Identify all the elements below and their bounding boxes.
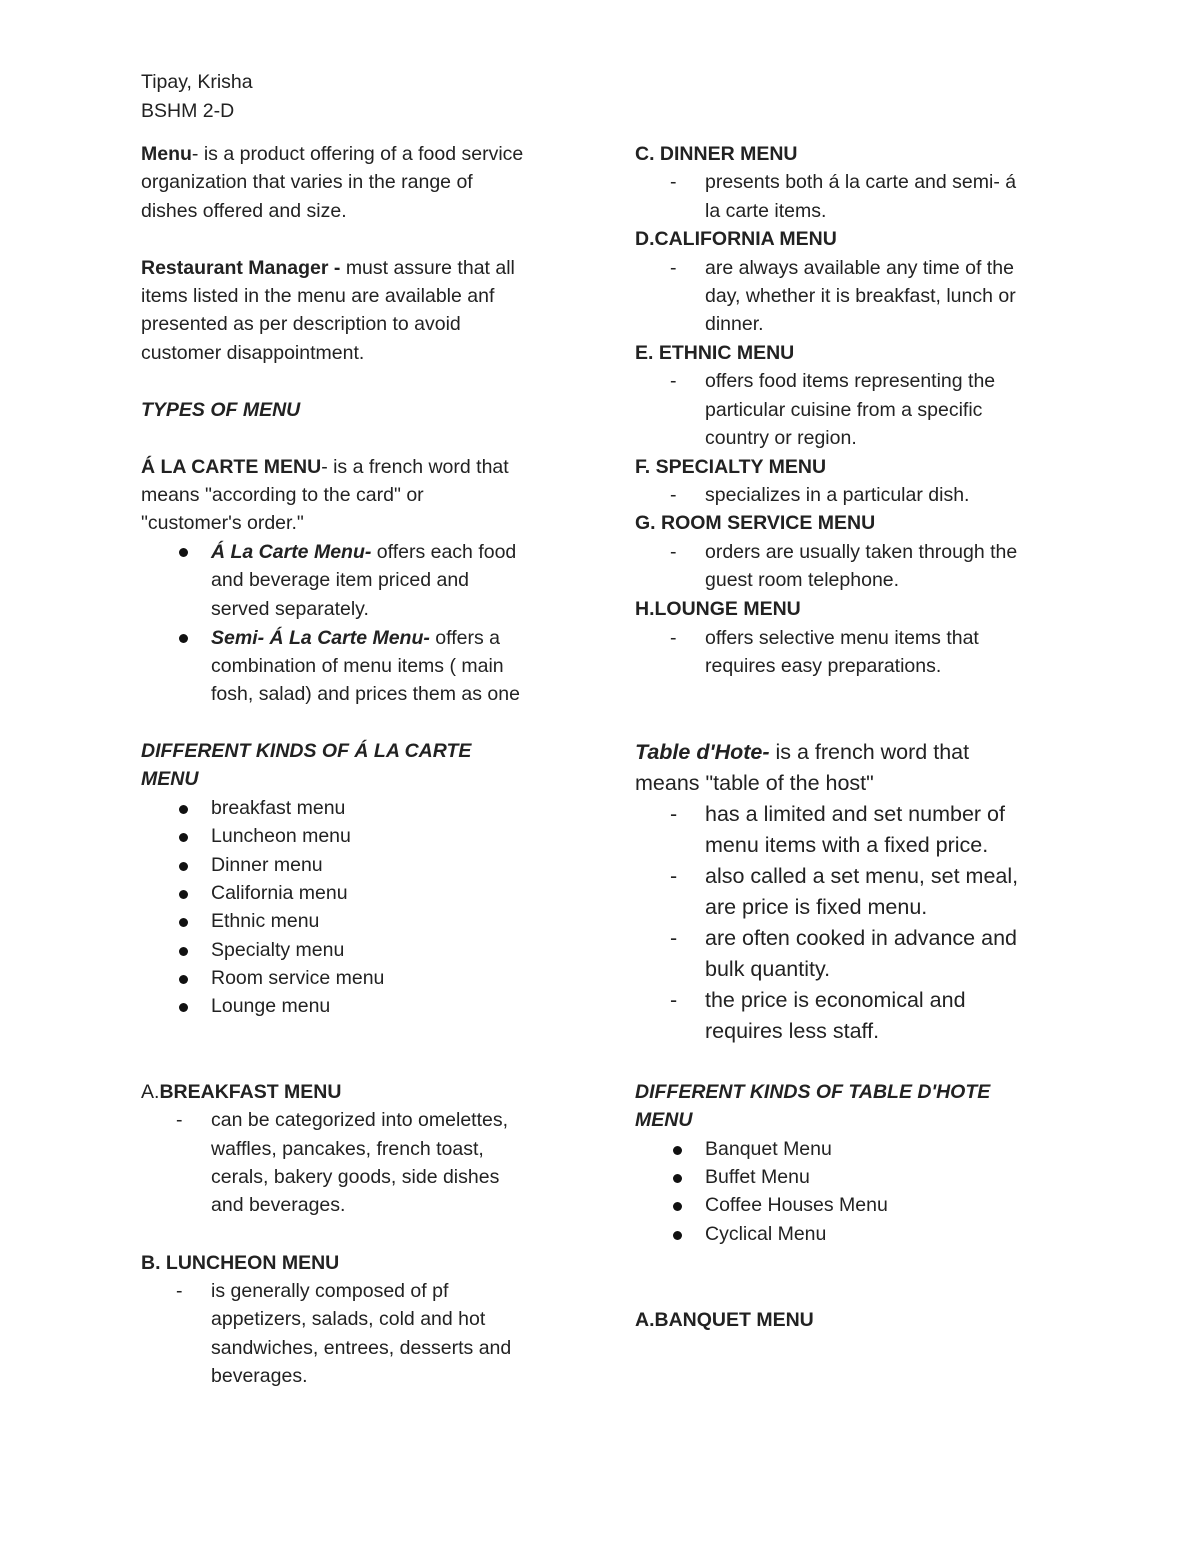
text-line: served separately. <box>211 598 369 620</box>
room-service-heading: G. ROOM SERVICE MENU <box>635 512 876 534</box>
list-item: Specialty menu <box>211 939 345 961</box>
california-heading: D.CALIFORNIA MENU <box>635 228 837 250</box>
text-line: items listed in the menu are available anf <box>141 285 495 307</box>
bullet-icon <box>179 890 188 899</box>
manager-definition: Restaurant Manager - must assure that all <box>141 257 515 279</box>
bullet-icon <box>179 833 188 842</box>
bullet-icon <box>179 805 188 814</box>
text-line: presents both á la carte and semi- á <box>705 171 1017 193</box>
list-item: Luncheon menu <box>211 825 351 847</box>
table-dhote-definition: Table d'Hote- is a french word that <box>635 740 970 764</box>
text-line: requires easy preparations. <box>705 655 942 677</box>
list-item: Cyclical Menu <box>705 1223 827 1245</box>
text-line: means "according to the card" or <box>141 484 424 506</box>
dash-icon: - <box>176 1109 183 1131</box>
dash-icon: - <box>670 370 677 392</box>
bullet-icon <box>179 918 188 927</box>
ethnic-heading: E. ETHNIC MENU <box>635 342 795 364</box>
text-line: the price is economical and <box>705 988 966 1012</box>
text-line: offers food items representing the <box>705 370 996 392</box>
text-line: customer disappointment. <box>141 342 365 364</box>
bullet-icon <box>179 862 188 871</box>
text-line: country or region. <box>705 427 857 449</box>
menu-term: Menu <box>141 143 192 165</box>
breakfast-heading: A.BREAKFAST MENU <box>141 1081 342 1103</box>
bullet-icon <box>673 1174 682 1183</box>
dash-icon: - <box>176 1280 183 1302</box>
bullet-icon <box>179 1003 188 1012</box>
dash-icon: - <box>670 627 677 649</box>
text-line: presented as per description to avoid <box>141 313 461 335</box>
specialty-heading: F. SPECIALTY MENU <box>635 456 827 478</box>
manager-term: Restaurant Manager - <box>141 257 346 279</box>
bullet-icon <box>673 1146 682 1155</box>
text-line: bulk quantity. <box>705 957 831 981</box>
list-item: Lounge menu <box>211 995 331 1017</box>
text-line: has a limited and set number of <box>705 802 1005 826</box>
dash-icon: - <box>670 864 678 888</box>
text-line: are often cooked in advance and <box>705 926 1017 950</box>
kinds-heading-line: MENU <box>141 768 199 790</box>
bullet-icon <box>673 1202 682 1211</box>
types-heading: TYPES OF MENU <box>141 399 301 421</box>
text-line: day, whether it is breakfast, lunch or <box>705 285 1016 307</box>
text-line: is generally composed of pf <box>211 1280 449 1302</box>
bullet-icon <box>179 947 188 956</box>
dash-icon: - <box>670 484 677 506</box>
text-line: beverages. <box>211 1365 308 1387</box>
luncheon-heading: B. LUNCHEON MENU <box>141 1252 340 1274</box>
list-item: Room service menu <box>211 967 385 989</box>
student-section: BSHM 2-D <box>141 100 235 122</box>
alacarte-term: Á LA CARTE MENU <box>141 456 322 478</box>
text-line: organization that varies in the range of <box>141 171 473 193</box>
text-line: waffles, pancakes, french toast, <box>211 1138 484 1160</box>
bullet-alacarte: Á La Carte Menu- offers each food <box>211 541 517 563</box>
list-item: breakfast menu <box>211 797 346 819</box>
text-line: and beverage item priced and <box>211 569 470 591</box>
alacarte-definition: Á LA CARTE MENU- is a french word that <box>141 456 509 478</box>
list-item: Dinner menu <box>211 854 323 876</box>
dinner-heading: C. DINNER MENU <box>635 143 798 165</box>
text-line: dishes offered and size. <box>141 200 347 222</box>
bullet-semi-alacarte: Semi- Á La Carte Menu- offers a <box>211 627 500 649</box>
text-line: also called a set menu, set meal, <box>705 864 1019 888</box>
bullet-icon <box>179 548 188 557</box>
text-line: orders are usually taken through the <box>705 541 1018 563</box>
text-line: are price is fixed menu. <box>705 895 928 919</box>
text-line: requires less staff. <box>705 1019 880 1043</box>
table-kinds-heading: DIFFERENT KINDS OF TABLE D'HOTE <box>635 1081 991 1103</box>
banquet-heading: A.BANQUET MENU <box>635 1309 814 1331</box>
text-line: fosh, salad) and prices them as one <box>211 683 520 705</box>
text-line: guest room telephone. <box>705 569 900 591</box>
table-kinds-heading-line: MENU <box>635 1109 693 1131</box>
text-line: appetizers, salads, cold and hot <box>211 1308 486 1330</box>
student-name: Tipay, Krisha <box>141 71 253 93</box>
lounge-heading: H.LOUNGE MENU <box>635 598 801 620</box>
text-line: are always available any time of the <box>705 257 1014 279</box>
text-line: dinner. <box>705 313 764 335</box>
dash-icon: - <box>670 257 677 279</box>
list-item: Banquet Menu <box>705 1138 832 1160</box>
text-line: can be categorized into omelettes, <box>211 1109 509 1131</box>
list-item: Buffet Menu <box>705 1166 810 1188</box>
list-item: California menu <box>211 882 348 904</box>
dash-icon: - <box>670 802 678 826</box>
text-line: menu items with a fixed price. <box>705 833 989 857</box>
text-line: combination of menu items ( main <box>211 655 504 677</box>
dash-icon: - <box>670 171 677 193</box>
menu-definition: Menu- is a product offering of a food service <box>141 143 524 165</box>
bullet-icon <box>179 634 188 643</box>
text-line: la carte items. <box>705 200 827 222</box>
text-line: offers selective menu items that <box>705 627 979 649</box>
list-item: Coffee Houses Menu <box>705 1194 888 1216</box>
text-line: specializes in a particular dish. <box>705 484 970 506</box>
text-line: sandwiches, entrees, desserts and <box>211 1337 512 1359</box>
bullet-icon <box>179 975 188 984</box>
text-line: "customer's order." <box>141 512 304 534</box>
kinds-heading: DIFFERENT KINDS OF Á LA CARTE <box>141 740 472 762</box>
bullet-icon <box>673 1231 682 1240</box>
list-item: Ethnic menu <box>211 910 320 932</box>
dash-icon: - <box>670 926 678 950</box>
text-line: particular cuisine from a specific <box>705 399 983 421</box>
text-line: and beverages. <box>211 1194 346 1216</box>
dash-icon: - <box>670 988 678 1012</box>
text-line: means "table of the host" <box>635 771 874 795</box>
dash-icon: - <box>670 541 677 563</box>
text-line: cerals, bakery goods, side dishes <box>211 1166 500 1188</box>
table-dhote-term: Table d'Hote- <box>635 740 770 764</box>
